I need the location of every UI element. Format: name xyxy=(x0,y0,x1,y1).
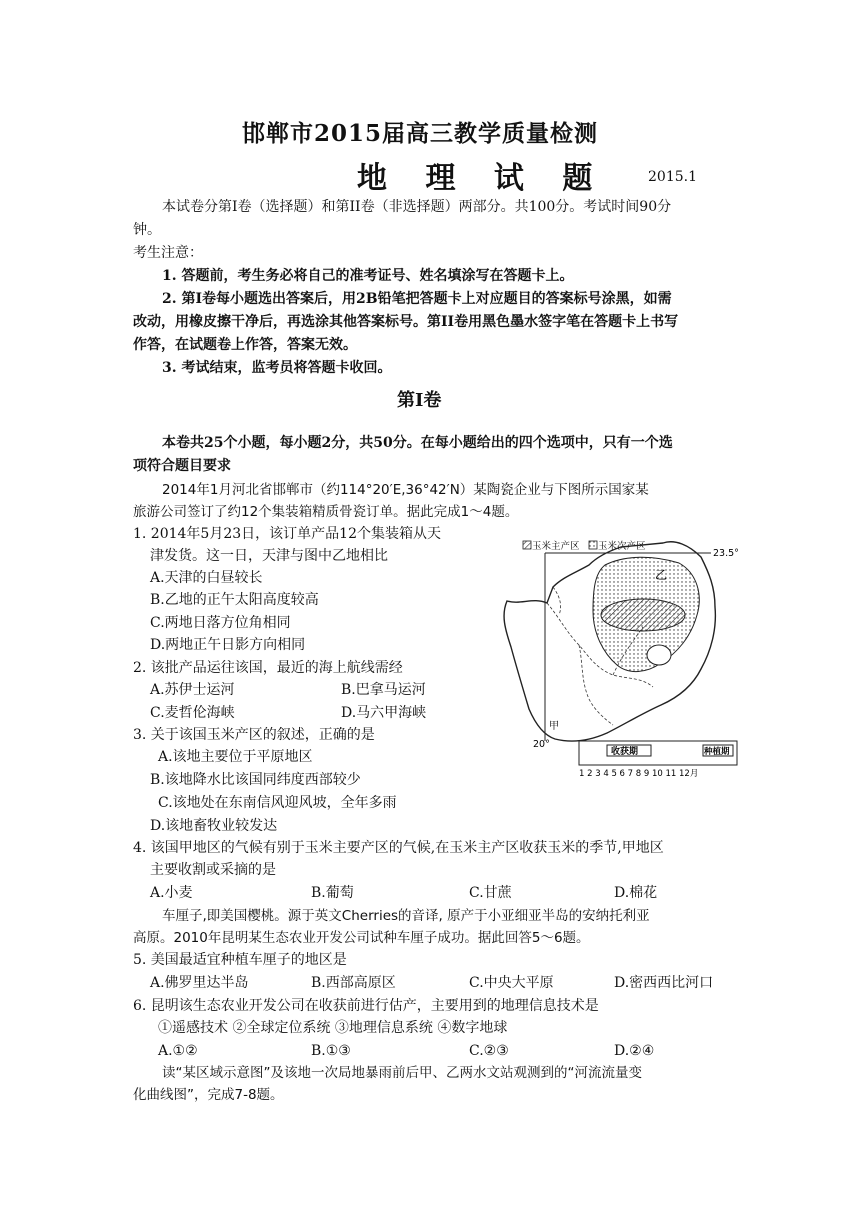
notice-3: 3. 考试结束，监考员将答题卡收回。 xyxy=(162,360,392,376)
notice-2c: 作答，在试题卷上作答，答案无效。 xyxy=(133,337,357,353)
notice-2a: 2. 第I卷每小题选出答案后，用2B铅笔把答题卡上对应题目的答案标号涂黑，如需 xyxy=(162,291,672,307)
q5-option-c: C.中央大平原 xyxy=(469,975,554,991)
passage3-line1: 读“某区域示意图”及该地一次局地暴雨前后甲、乙两水文站观测到的“河流流量变 xyxy=(162,1065,642,1081)
q1-stem-a: 1. 2014年5月23日，该订单产品12个集装箱从天 xyxy=(133,526,441,542)
section-desc1: 本卷共25个小题，每小题2分，共50分。在每小题给出的四个选项中，只有一个选 xyxy=(162,435,673,451)
legend-secondary-label: 玉米次产区 xyxy=(598,541,646,552)
q6-option-c: C.②③ xyxy=(469,1043,509,1059)
notice-1: 1. 答题前，考生务必将自己的准考证号、姓名填涂写在答题卡上。 xyxy=(162,268,574,284)
q4-option-a: A.小麦 xyxy=(150,885,193,901)
exam-title: 邯郸市2015届高三教学质量检测 xyxy=(242,120,599,147)
harvest-label: 收获期 xyxy=(611,747,639,757)
q3-option-a: A.该地主要位于平原地区 xyxy=(158,749,313,765)
q2-option-a: A.苏伊士运河 xyxy=(150,682,235,698)
south-africa-map-figure xyxy=(493,529,745,779)
passage2-line1: 车厘子,即美国樱桃。源于英文Cherries的音译, 原产于小亚细亚半岛的安纳托利亚 xyxy=(162,908,650,924)
q4-option-d: D.棉花 xyxy=(614,885,658,901)
q6-choices: ①遥感技术 ②全球定位系统 ③地理信息系统 ④数字地球 xyxy=(158,1020,508,1036)
border-line-2 xyxy=(579,645,613,725)
q4-option-c: C.甘蔗 xyxy=(469,885,512,901)
q3-option-d: D.该地畜牧业较发达 xyxy=(150,818,278,834)
q5-option-a: A.佛罗里达半岛 xyxy=(150,975,249,991)
q2-option-b: B.巴拿马运河 xyxy=(341,682,426,698)
q2-stem: 2. 该批产品运往该国，最近的海上航线需经 xyxy=(133,660,403,676)
q3-option-c: C.该地处在东南信风迎风坡，全年多雨 xyxy=(158,795,397,811)
q2-option-d: D.马六甲海峡 xyxy=(341,705,427,721)
q1-option-c: C.两地日落方位角相同 xyxy=(150,615,291,631)
passage1-line1: 2014年1月河北省邯郸市（约114°20′E,36°42′N）某陶瓷企业与下图所示国家某 xyxy=(162,482,649,498)
q3-option-b: B.该地降水比该国同纬度西部较少 xyxy=(150,772,361,788)
section-title: 第Ⅰ卷 xyxy=(397,390,442,411)
q6-stem: 6. 昆明该生态农业开发公司在收获前进行估产，主要用到的地理信息技术是 xyxy=(133,998,599,1014)
lat-north-label: 23.5° xyxy=(713,548,739,559)
legend-main-label: 玉米主产区 xyxy=(532,541,580,552)
q1-option-a: A.天津的白昼较长 xyxy=(150,570,263,586)
q5-option-d: D.密西西比河口 xyxy=(614,975,714,991)
main-maize-region xyxy=(601,599,685,631)
q4-stem-b: 主要收割或采摘的是 xyxy=(150,862,276,878)
subject-title: 地 理 试 题 xyxy=(357,161,607,196)
q4-option-b: B.葡萄 xyxy=(311,885,354,901)
q2-option-c: C.麦哲伦海峡 xyxy=(150,705,235,721)
notice-label: 考生注意： xyxy=(133,245,203,261)
passage1-line2: 旅游公司签订了约12个集装箱精质骨瓷订单。据此完成1～4题。 xyxy=(133,504,519,520)
q3-stem: 3. 关于该国玉米产区的叙述，正确的是 xyxy=(133,727,375,743)
label-yi: 乙 xyxy=(655,568,668,582)
lesotho-enclave xyxy=(647,645,671,665)
q1-stem-b: 津发货。这一日，天津与图中乙地相比 xyxy=(150,548,388,564)
month-scale: 1 2 3 4 5 6 7 8 9 10 11 12月 xyxy=(579,769,699,779)
legend-main-swatch xyxy=(523,541,531,549)
passage2-line2: 高原。2010年昆明某生态农业开发公司试种车厘子成功。据此回答5～6题。 xyxy=(133,930,590,946)
q5-option-b: B.西部高原区 xyxy=(311,975,396,991)
intro-line1: 本试卷分第I卷（选择题）和第II卷（非选择题）两部分。共100分。考试时间90分 xyxy=(162,199,672,215)
passage3-line2: 化曲线图”，完成7-8题。 xyxy=(133,1087,284,1103)
q6-option-d: D.②④ xyxy=(614,1043,655,1059)
plant-label: 种植期 xyxy=(704,747,730,757)
q1-option-d: D.两地正午日影方向相同 xyxy=(150,637,306,653)
q1-option-b: B.乙地的正午太阳高度较高 xyxy=(150,592,319,608)
notice-2b: 改动，用橡皮擦干净后，再选涂其他答案标号。第II卷用黑色墨水签字笔在答题卡上书写 xyxy=(133,314,679,330)
intro-line2: 钟。 xyxy=(133,222,161,238)
lat-south-label: 20° xyxy=(533,739,550,750)
border-line-4 xyxy=(553,587,561,615)
q5-stem: 5. 美国最适宜种植车厘子的地区是 xyxy=(133,952,347,968)
q6-option-b: B.①③ xyxy=(311,1043,351,1059)
q6-option-a: A.①② xyxy=(158,1043,198,1059)
label-jia: 甲 xyxy=(549,721,559,732)
legend-secondary-swatch xyxy=(589,541,597,549)
q4-stem-a: 4. 该国甲地区的气候有别于玉米主要产区的气候,在玉米主产区收获玉米的季节,甲地区 xyxy=(133,840,664,856)
exam-date: 2015.1 xyxy=(648,169,697,185)
section-desc2: 项符合题目要求 xyxy=(133,458,231,474)
